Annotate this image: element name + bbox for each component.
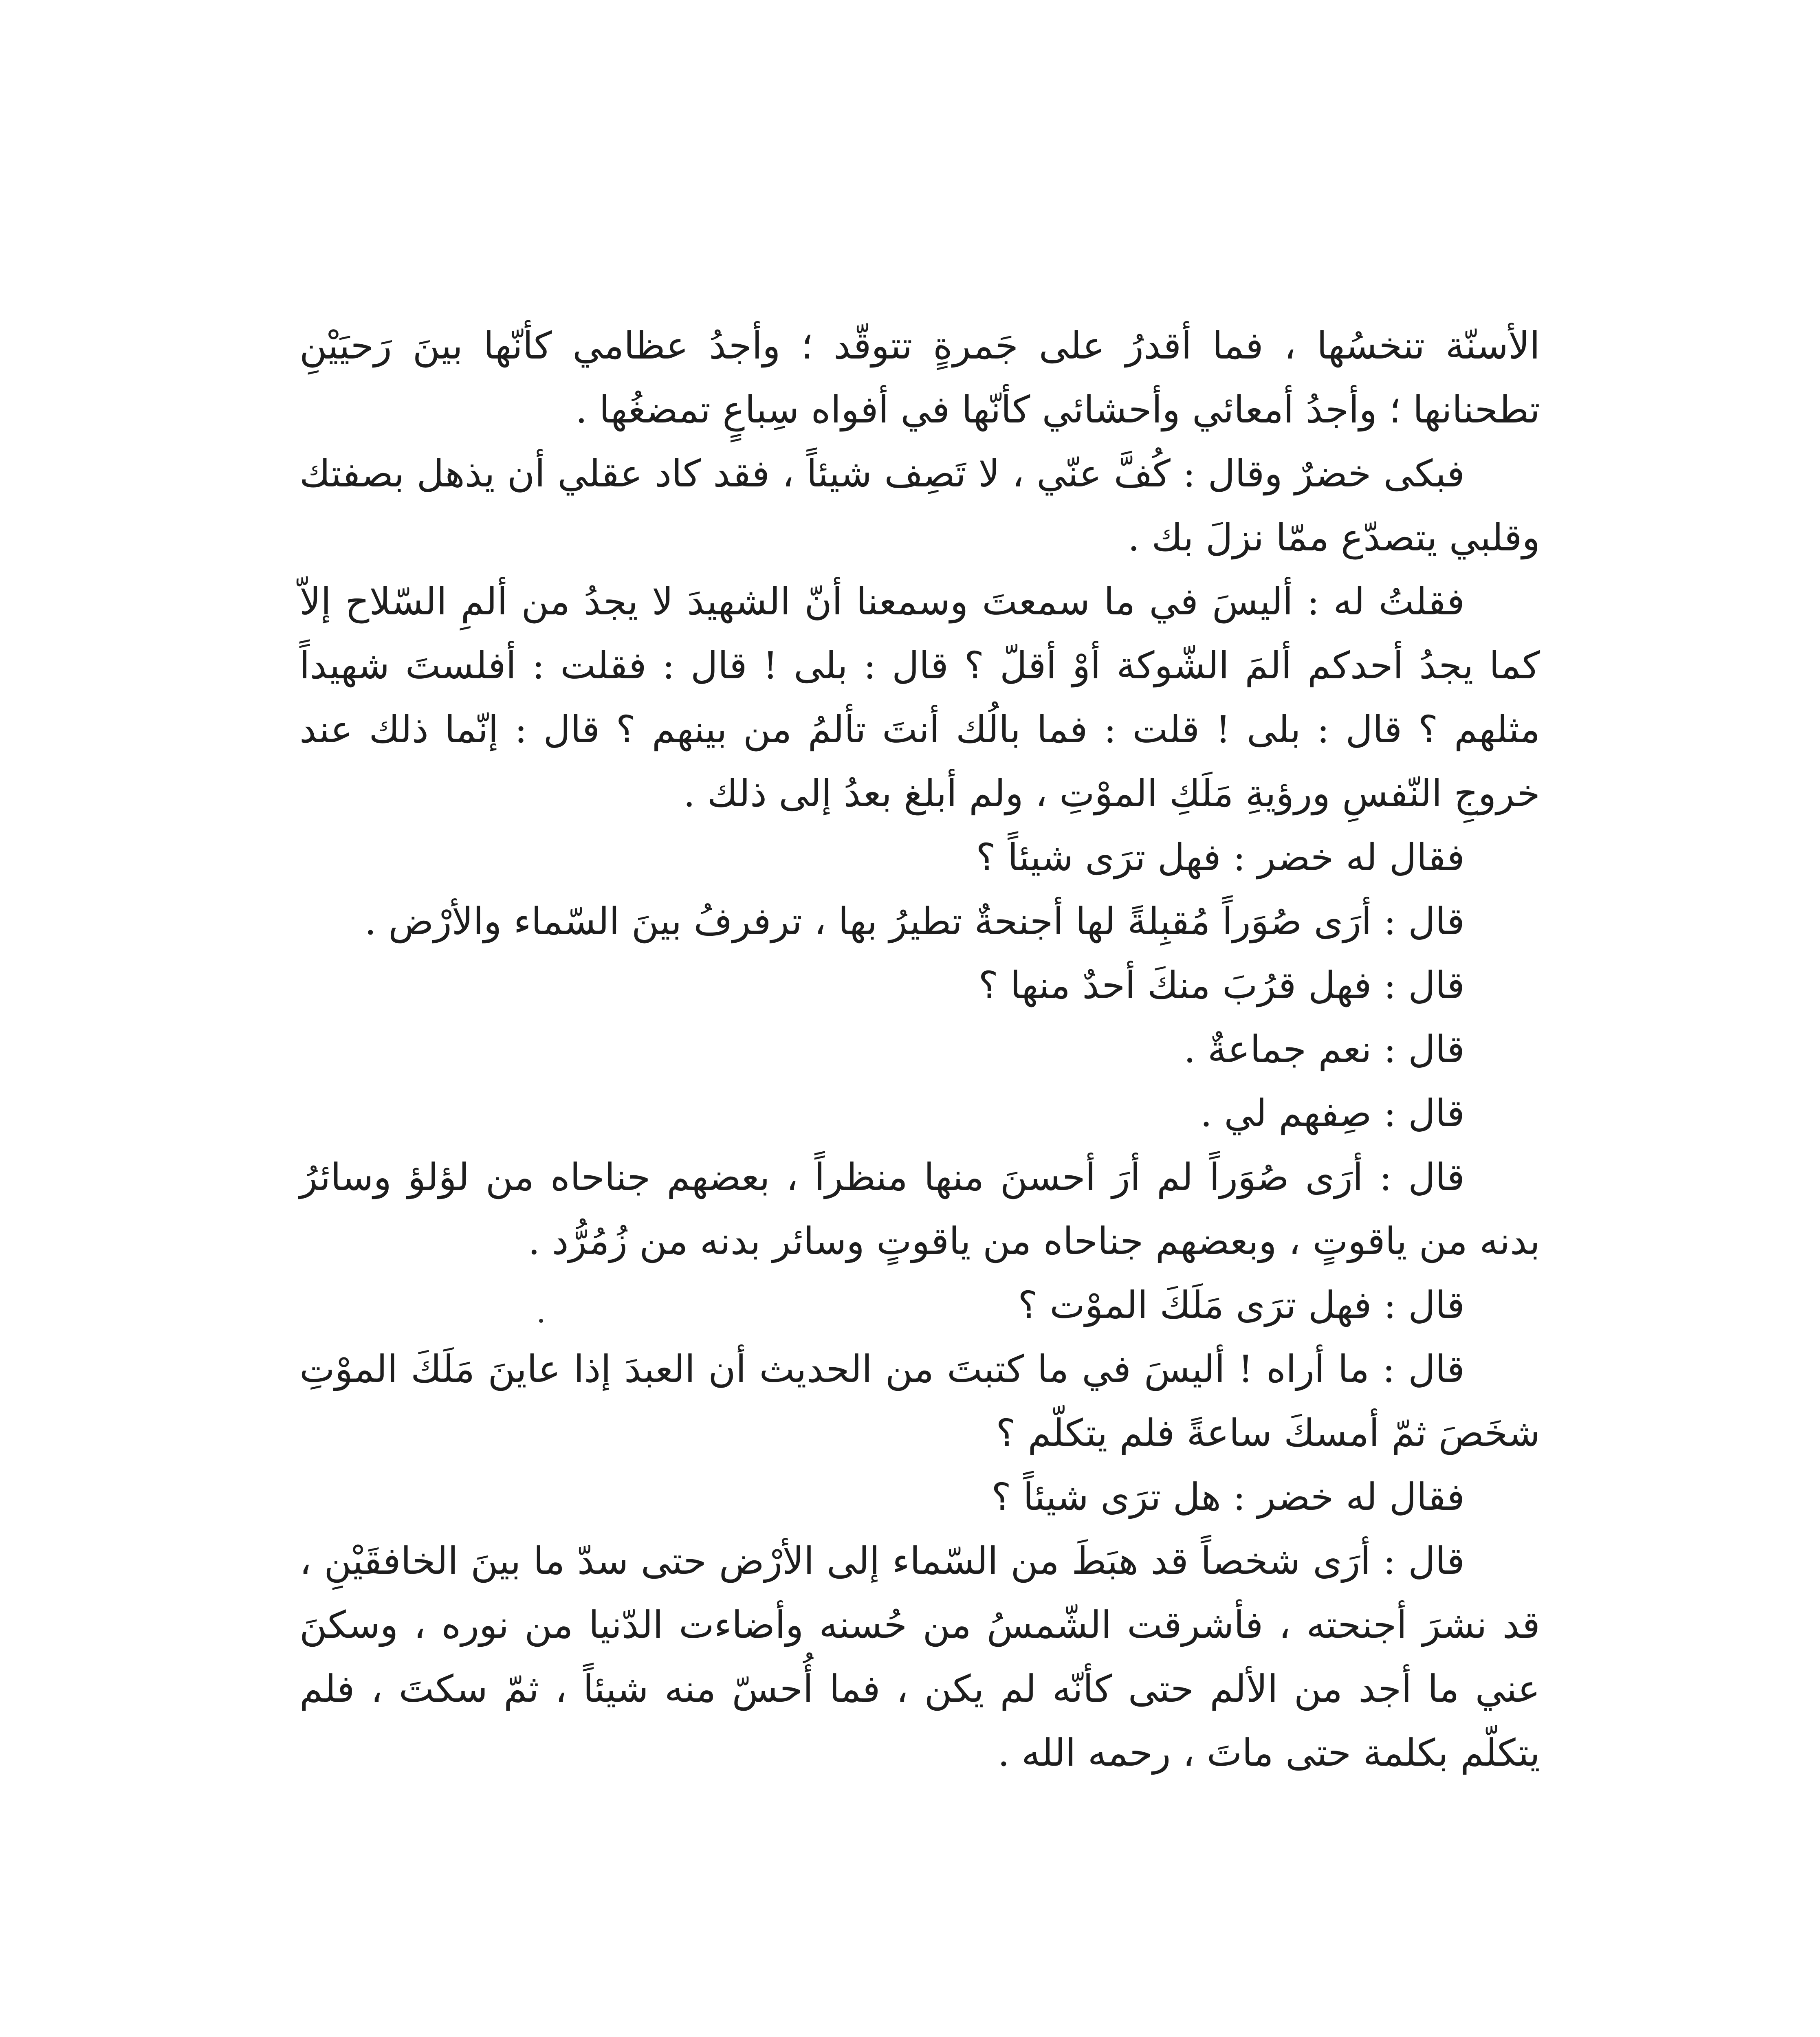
dialogue-line: قال : أرَى صُوَراً لم أرَ أحسنَ منها منظراً ، بعضهم جناحاه من لؤلؤ وسائرُ بدنه من ياقوتٍ ، وبعضهم جناحاه من ياقوتٍ وسائر بدنه من زُمُرُّد . <box>299 1155 1540 1263</box>
dialogue-line: قال : صِفهم لي . <box>1200 1091 1465 1135</box>
paragraph-continuation: الأسنّة تنخسُها ، فما أقدرُ على جَمرةٍ تتوقّد ؛ وأجدُ عظامي كأنّها بينَ رَحيَيْنِ تطحنانها ؛ وأجدُ أمعائي وأحشائي كأنّها في أفواه سِباعٍ تمضغُها . <box>299 324 1540 431</box>
dialogue-line: قال : فهل ترَى مَلَكَ الموْت ؟ <box>1018 1283 1465 1327</box>
dialogue-line: فقال له خضر : هل ترَى شيئاً ؟ <box>991 1475 1465 1519</box>
dialogue-line: قال : ما أراه ! أليسَ في ما كتبتَ من الحديث أن العبدَ إذا عاينَ مَلَكَ الموْتِ شخَصَ ثمّ أمسكَ ساعةً فلم يتكلّم ؟ <box>299 1347 1540 1455</box>
dialogue-line: فقال له خضر : فهل ترَى شيئاً ؟ <box>976 836 1465 879</box>
paragraph: فقلتُ له : أليسَ في ما سمعتَ وسمعنا أنّ الشهيدَ لا يجدُ من ألمِ السّلاح إلاّ كما يجدُ أحدكم ألمَ الشّوكة أوْ أقلّ ؟ قال : بلى ! قال : فقلت : أفلستَ شهيداً مثلهم ؟ قال : بلى ! قلت : فما بالُك أنتَ تألمُ من بينهم ؟ قال : إنّما ذلك عند خروجِ النّفسِ ورؤيةِ مَلَكِ الموْتِ ، ولم أبلغ بعدُ إلى ذلك . <box>299 580 1540 815</box>
dialogue-line: قال : فهل قرُبَ منكَ أحدٌ منها ؟ <box>978 964 1465 1007</box>
dialogue-line: قال : أرَى شخصاً قد هبَطَ من السّماء إلى الأرْض حتى سدّ ما بينَ الخافقَيْنِ ، قد نشرَ أجنحته ، فأشرقت الشّمسُ من حُسنه وأضاءت الدّنيا من نوره ، وسكنَ عني ما أجد من الألم حتى كأنّه لم يكن ، فما أُحسّ منه شيئاً ، ثمّ سكتَ ، فلم يتكلّم بكلمة حتى ماتَ ، رحمه الله . <box>299 1539 1540 1775</box>
dialogue-line: قال : أرَى صُوَراً مُقبِلةً لها أجنحةٌ تطيرُ بها ، ترفرفُ بينَ السّماء والأرْض . <box>364 900 1465 943</box>
paragraph: فبكى خضرٌ وقال : كُفَّ عنّي ، لا تَصِف شيئاً ، فقد كاد عقلي أن يذهل بصفتك وقلبي يتصدّع ممّا نزلَ بك . <box>299 452 1540 559</box>
print-speck <box>539 1319 543 1323</box>
body-text <box>299 314 1540 1785</box>
dialogue-line: قال : نعم جماعةٌ . <box>1184 1027 1465 1071</box>
